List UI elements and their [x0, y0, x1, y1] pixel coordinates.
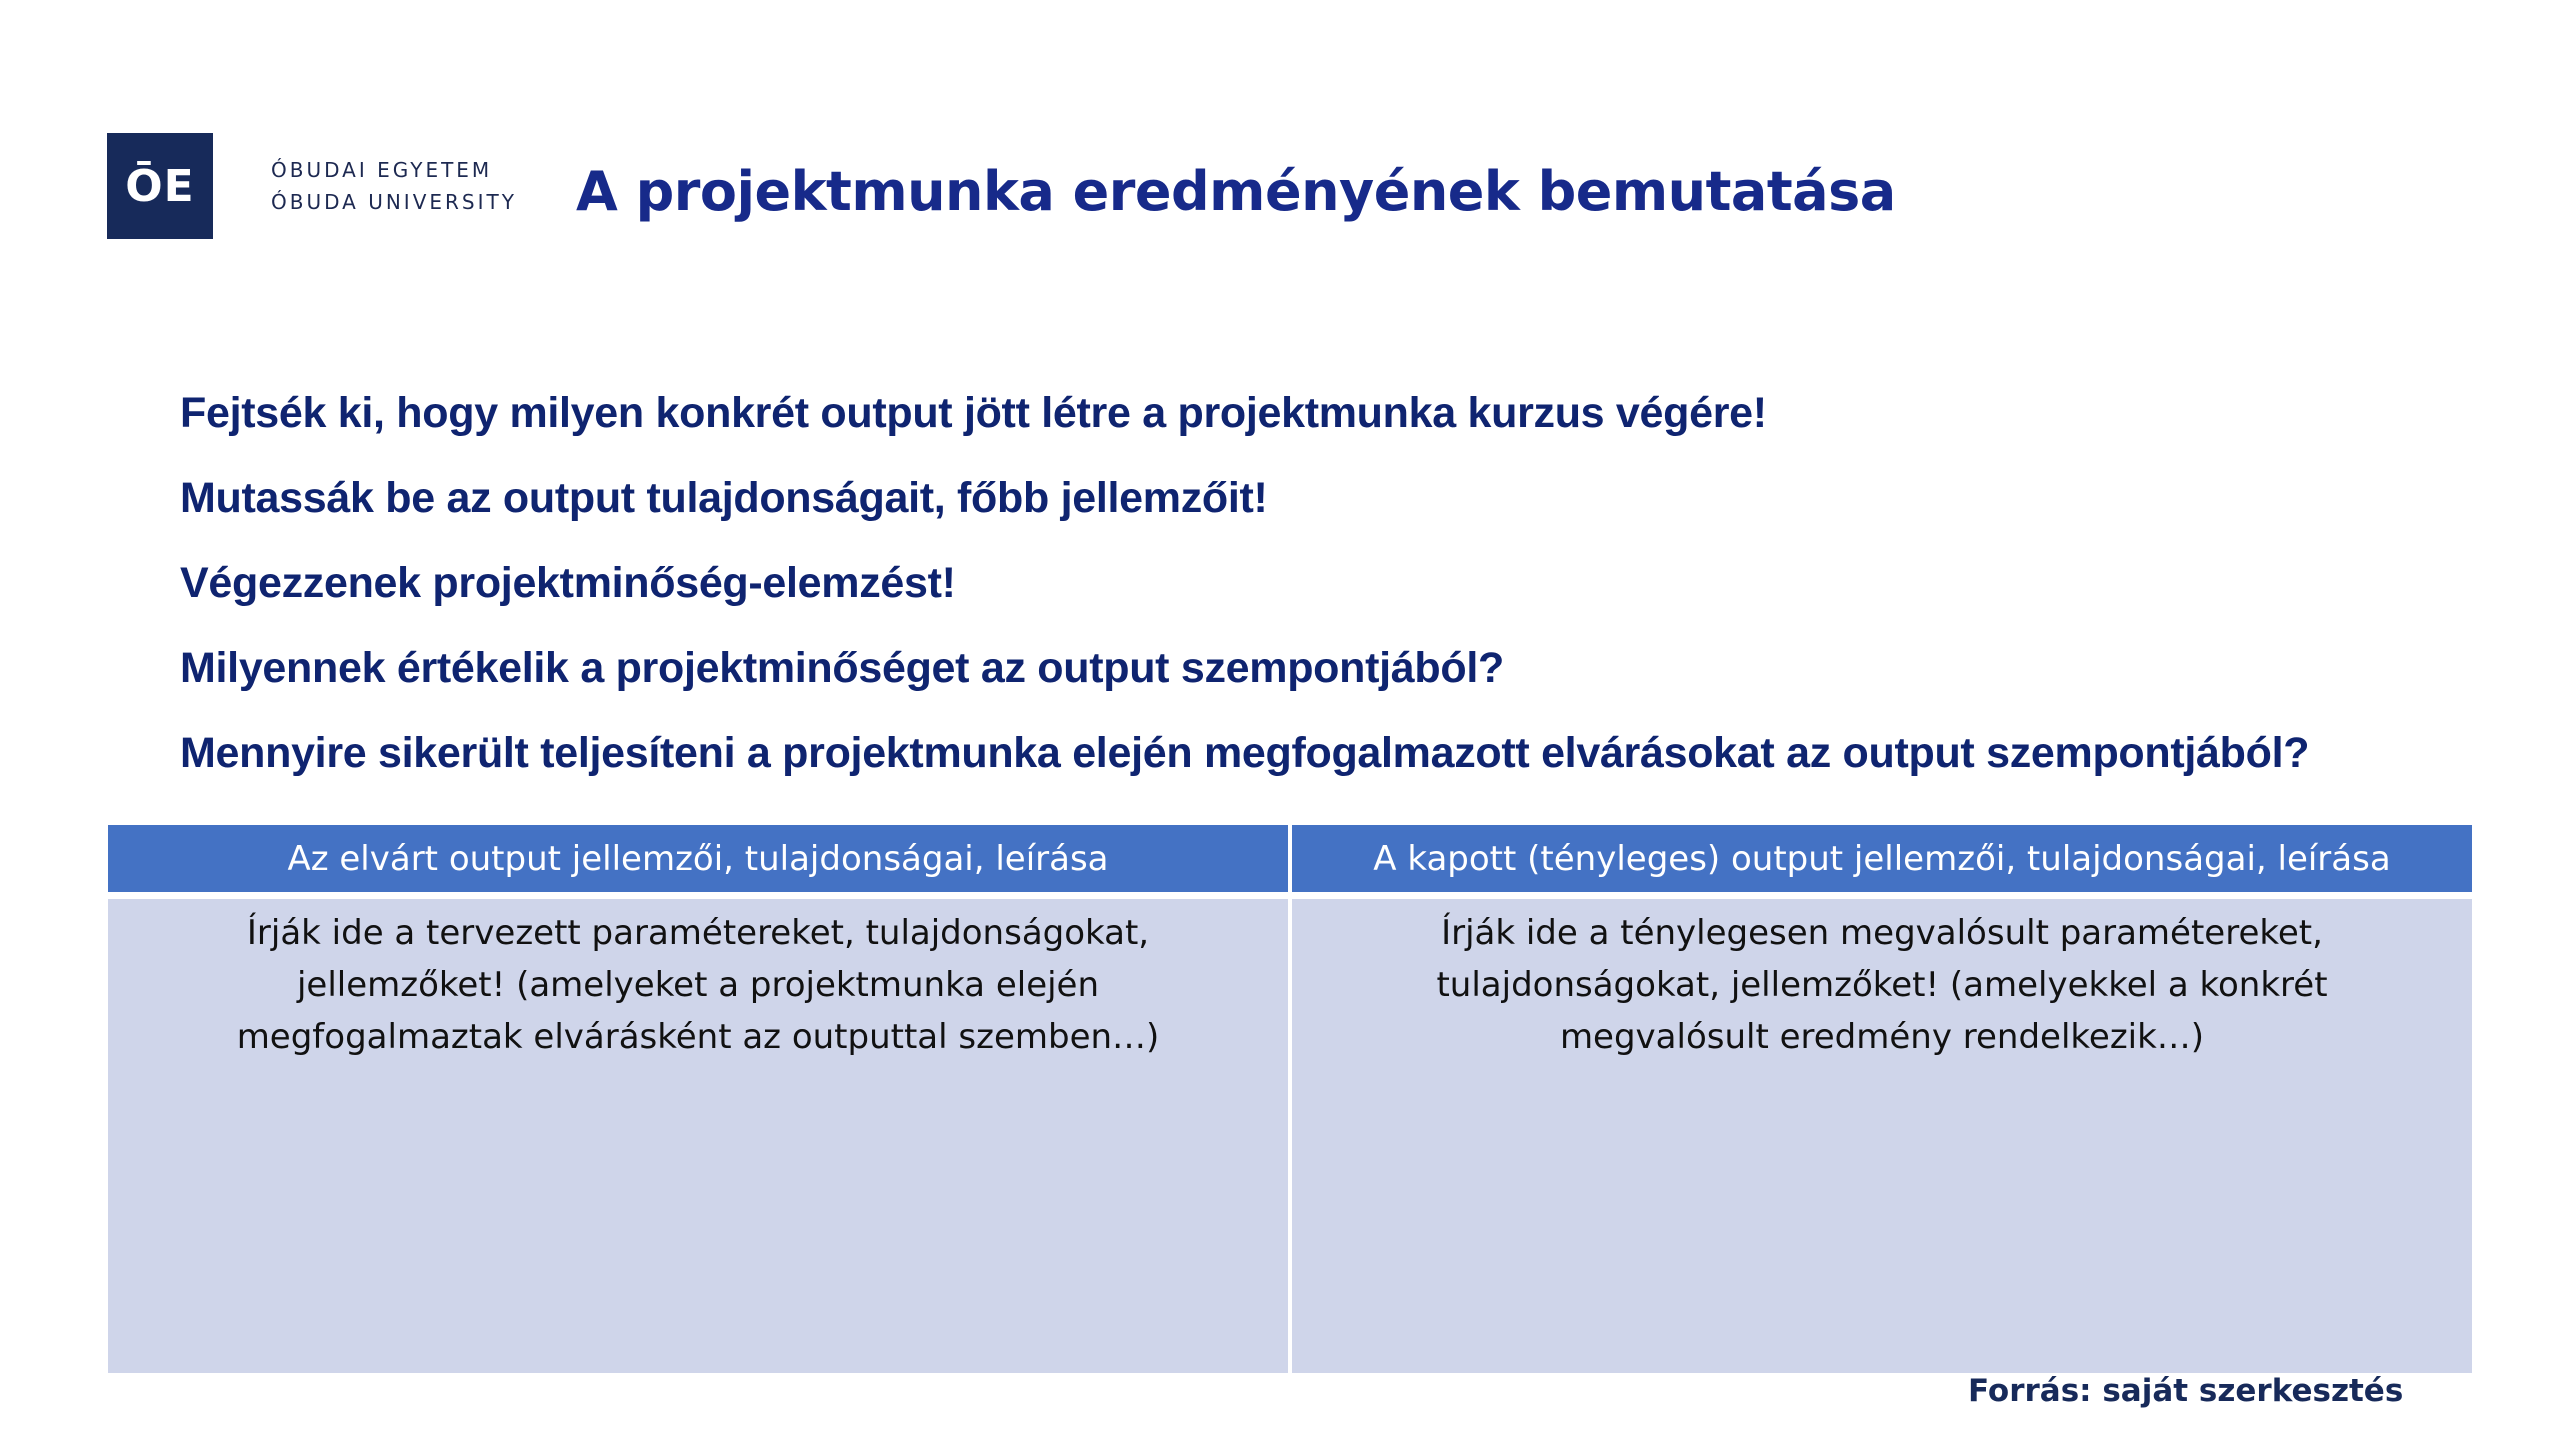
logo-line-english: ÓBUDA UNIVERSITY	[271, 190, 517, 214]
cell-text-line: Írják ide a tervezett paramétereket, tulajdonságokat,	[246, 913, 1150, 953]
output-comparison-table	[108, 825, 2472, 1373]
header-expected-output: Az elvárt output jellemzői, tulajdonságai, leírása	[108, 825, 1288, 892]
university-logo	[107, 133, 517, 239]
question-item: Fejtsék ki, hogy milyen konkrét output jött létre a projektmunka kurzus végére!	[180, 389, 1767, 437]
question-item: Mutassák be az output tulajdonságait, főbb jellemzőit!	[180, 474, 1268, 522]
cell-text-line: jellemzőket! (amelyeket a projektmunka elején	[296, 965, 1100, 1005]
cell-expected-output	[108, 899, 1288, 1373]
question-item: Végezzenek projektminőség-elemzést!	[180, 559, 956, 607]
cell-text-line: megfogalmaztak elvárásként az outputtal szemben…)	[236, 1017, 1160, 1057]
question-item: Milyennek értékelik a projektminőséget az output szempontjából?	[180, 644, 1504, 692]
logo-mark: ŌE	[107, 133, 213, 239]
source-note: Forrás: saját szerkesztés	[1968, 1373, 2404, 1409]
logo-wordmark	[271, 154, 517, 218]
cell-text-line: tulajdonságokat, jellemzőket! (amelyekkel a konkrét	[1436, 965, 2328, 1005]
question-list	[180, 378, 2309, 803]
cell-actual-output	[1292, 899, 2472, 1373]
cell-text-line: megvalósult eredmény rendelkezik…)	[1559, 1017, 2205, 1057]
question-item: Mennyire sikerült teljesíteni a projektmunka elején megfogalmazott elvárásokat az output szempontjából?	[180, 729, 2310, 777]
cell-text-line: Írják ide a ténylegesen megvalósult paramétereket,	[1441, 913, 2323, 953]
slide-title: A projektmunka eredményének bemutatása	[576, 160, 1896, 223]
logo-line-hungarian: ÓBUDAI EGYETEM	[271, 158, 493, 182]
header-actual-output: A kapott (tényleges) output jellemzői, tulajdonságai, leírása	[1292, 825, 2472, 892]
